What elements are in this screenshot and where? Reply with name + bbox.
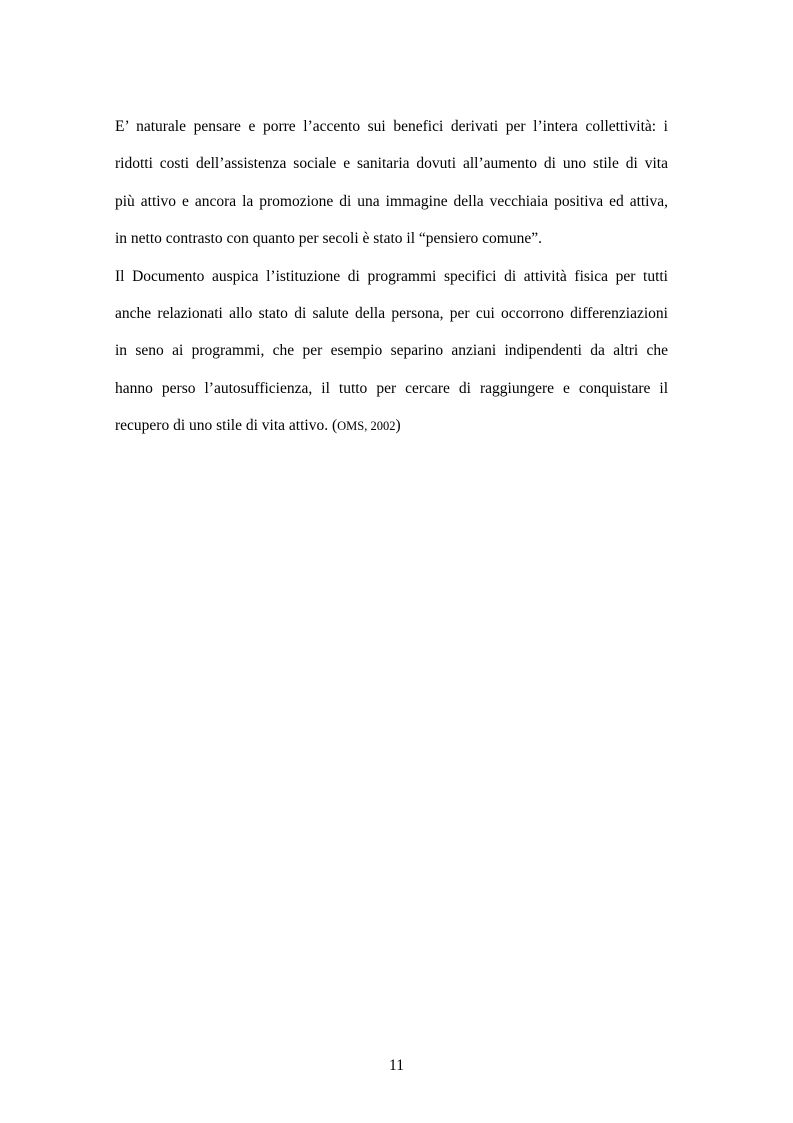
paragraph-line: in netto contrasto con quanto per secoli è stato il “pensiero comune”. — [115, 230, 542, 248]
paragraph-line: anche relazionati allo stato di salute della persona, per cui occorrono differenziazioni — [115, 304, 668, 322]
paragraph-last-line — [115, 407, 668, 444]
paragraph-line: E’ naturale pensare e porre l’accento sui benefici derivati per l’intera collettività: i — [115, 118, 668, 135]
paragraph-2 — [115, 258, 668, 445]
paragraph-line: più attivo e ancora la promozione di una immagine della vecchiaia positiva ed attiva, — [115, 192, 668, 210]
citation: OMS, 2002 — [337, 419, 396, 434]
citation-open: ( — [331, 417, 338, 435]
paragraph-line: hanno perso l’autosufficienza, il tutto per cercare di raggiungere e conquistare il — [115, 379, 668, 397]
citation-close: ) — [395, 417, 401, 435]
last-line-text: recupero di uno stile di vita attivo. — [115, 417, 329, 435]
paragraph-line: Il Documento auspica l’istituzione di programmi specifici di attività fisica per tutti — [115, 267, 668, 285]
paragraph-line: ridotti costi dell’assistenza sociale e sanitaria dovuti all’aumento di uno stile di vita — [115, 155, 668, 173]
body-text — [115, 108, 668, 445]
page-number: 11 — [389, 1057, 404, 1074]
paragraph-1 — [115, 108, 668, 258]
paragraph-line: in seno ai programmi, che per esempio separino anziani indipendenti da altri che — [115, 342, 668, 360]
